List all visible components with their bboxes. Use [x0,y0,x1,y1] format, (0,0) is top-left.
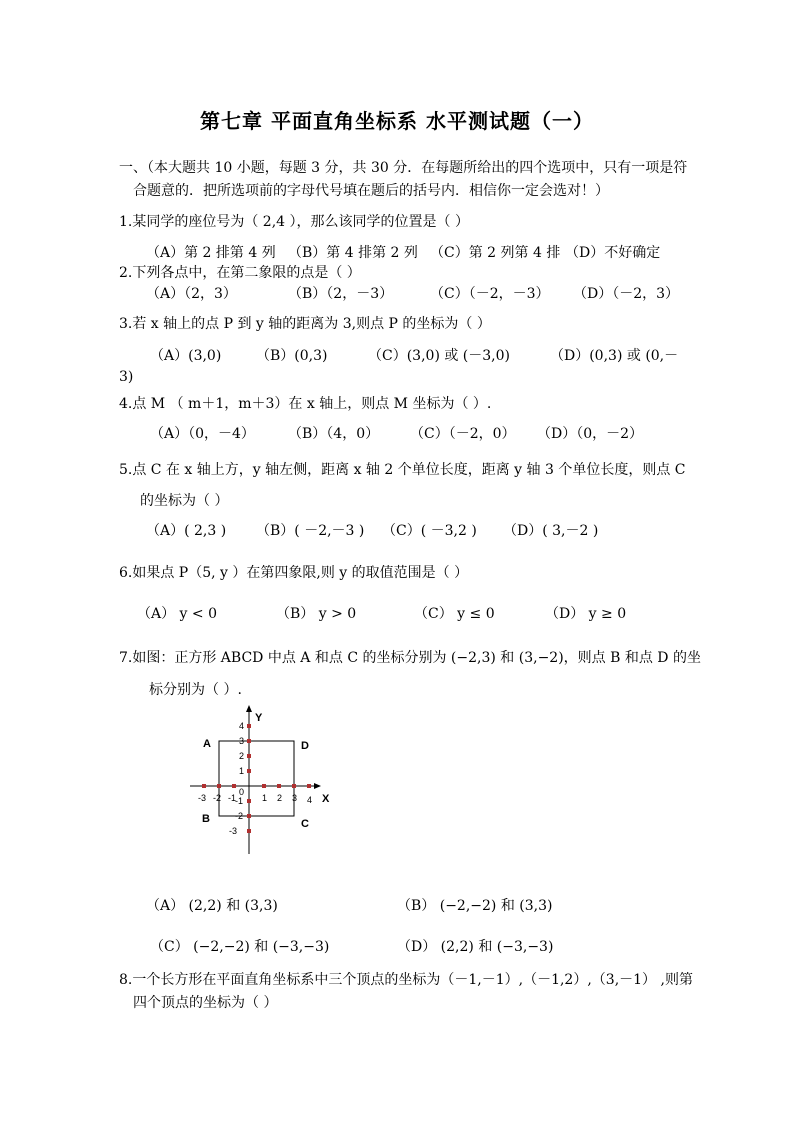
question-7-option-d: （D） (2,2) 和 (−3,−3) [397,939,554,955]
question-2-option-c: （C）（－2，－3） [430,286,550,302]
question-1-option-b: （B）第 4 排第 2 列 [288,245,418,261]
x-tick-label: -3 [198,793,207,803]
y-tick-mark [247,724,251,728]
question-7-stem: 7.如图：正方形 ABCD 中点 A 和点 C 的坐标分别为 (−2,3) 和 (3,−2)，则点 B 和点 D 的坐 [119,650,701,666]
question-3-option-d: （D）(0,3) 或 (0,－ [550,348,679,364]
question-2-option-d: （D）（－2，3） [573,286,680,302]
question-5-option-d: （D）( 3,－2 ) [503,523,599,539]
question-3-option-b: （B）(0,3) [256,348,328,364]
question-3-option-a: （A）(3,0) [150,348,222,364]
y-tick-label: -2 [235,811,244,821]
origin-label: 0 [239,787,245,797]
question-5-stem: 5.点 C 在 x 轴上方，y 轴左侧，距离 x 轴 2 个单位长度，距离 y 轴 3 个单位长度，则点 C [119,462,686,478]
question-7-option-c: （C） (−2,−2) 和 (−3,−3) [150,939,330,955]
x-tick-mark [292,784,296,788]
vertex-label-d: D [301,740,309,752]
question-3-stem: 3.若 x 轴上的点 P 到 y 轴的距离为 3,则点 P 的坐标为（ ） [119,316,491,332]
question-5-option-c: （C）( －3,2 ) [382,523,477,539]
question-5-option-a: （A）( 2,3 ) [146,523,227,539]
y-tick-mark [247,799,251,803]
y-tick-label: -3 [229,826,238,836]
question-5-option-b: （B）( －2,－3 ) [256,523,365,539]
question-7-option-b: （B） (−2,−2) 和 (3,3) [397,898,553,914]
y-tick-label: 2 [239,751,245,761]
question-8-stem: 8.一个长方形在平面直角坐标系中三个顶点的坐标为（－1,－1）,（－1,2）,（3,－1） ,则第 [119,972,693,988]
section-instruction-line2: 合题意的．把所选项前的字母代号填在题后的括号内．相信你一定会选对！） [133,183,609,199]
question-1-option-a: （A）第 2 排第 4 列 [146,245,276,261]
x-tick-label: 2 [277,793,283,803]
y-tick-mark [247,739,251,743]
x-tick-label: 3 [292,793,298,803]
square-abcd [219,741,294,816]
x-tick-mark [232,784,236,788]
question-4-option-a: （A）（0，－4） [150,426,255,442]
question-2-option-b: （B）（2，－3） [288,286,394,302]
question-2-stem: 2.下列各点中，在第二象限的点是（ ） [119,265,361,281]
x-tick-mark [262,784,266,788]
question-6-option-a: （A） y < 0 [137,606,218,622]
x-tick-mark [307,784,311,788]
vertex-label-b: B [202,813,210,825]
y-tick-mark [247,829,251,833]
question-5-stem-line2: 的坐标为（ ） [140,493,229,509]
x-tick-mark [277,784,281,788]
section-instruction-line1: 一、（本大题共 10 小题，每题 3 分，共 30 分．在每题所给出的四个选项中，只有一项是符 [119,160,688,176]
x-tick-label: 4 [307,795,313,805]
y-tick-label: 3 [239,736,245,746]
y-tick-label: 1 [239,766,245,776]
question-3-option-d-wrap: 3) [119,369,134,385]
question-1-stem: 1.某同学的座位号为（ 2,4 ），那么该同学的位置是（ ） [119,214,469,230]
vertex-label-a: A [203,738,211,750]
x-axis-arrow-icon [314,783,321,789]
x-tick-label: -2 [213,793,222,803]
y-axis-arrow-icon [246,705,252,712]
question-4-stem: 4.点 M （ m＋1，m＋3）在 x 轴上，则点 M 坐标为（ ）. [119,396,492,412]
question-4-option-b: （B）（4，0） [288,426,380,442]
question-6-option-d: （D） y ≥ 0 [545,606,627,622]
y-tick-mark [247,769,251,773]
question-8-stem-line2: 四个顶点的坐标为（ ） [133,995,278,1011]
question-4-option-d: （D）（0，－2） [537,426,644,442]
question-6-option-b: （B） y > 0 [276,606,357,622]
question-1-option-d: （D）不好确定 [565,245,661,261]
question-6-option-c: （C） y ≤ 0 [414,606,495,622]
question-7-stem-line2: 标分别为（ ）. [149,682,242,698]
question-7-option-a: （A） (2,2) 和 (3,3) [146,898,278,914]
question-6-stem: 6.如果点 P（5, y ）在第四象限,则 y 的取值范围是（ ） [119,565,469,581]
vertex-label-c: C [301,818,309,830]
x-axis-label: X [322,793,330,805]
page-title: 第七章 平面直角坐标系 水平测试题（一） [200,109,594,133]
x-tick-mark [217,784,221,788]
question-1-option-c: （C）第 2 列第 4 排 [430,245,561,261]
y-axis-label: Y [255,712,263,724]
question-3-option-c: （C）(3,0) 或 (－3,0) [368,348,510,364]
y-tick-label: -1 [235,796,244,806]
y-tick-label: 4 [239,721,245,731]
y-tick-mark [247,754,251,758]
y-tick-mark [247,814,251,818]
question-4-option-c: （C）（－2，0） [410,426,516,442]
question-2-option-a: （A）（2，3） [146,286,237,302]
x-tick-label: 1 [262,793,268,803]
coordinate-figure [188,702,338,857]
x-tick-mark [202,784,206,788]
x-tick-label: -1 [228,793,237,803]
